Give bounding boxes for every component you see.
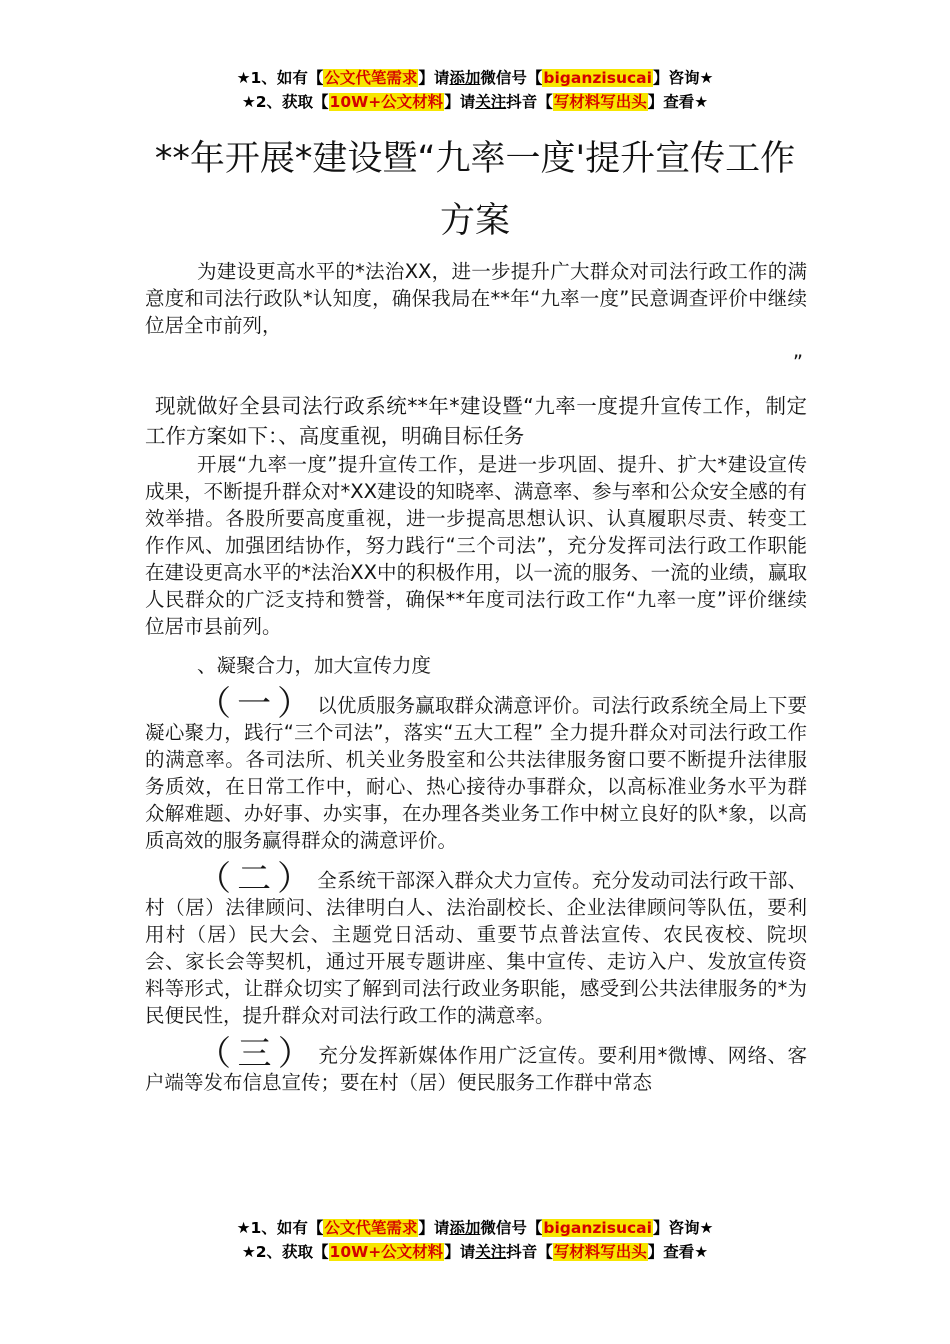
banner-highlight: 公文代笔需求 [324, 69, 418, 87]
banner-text: 】查看★ [647, 1243, 709, 1261]
item-2-marker: （二） [197, 859, 318, 899]
banner-text: 微信号【 [480, 1219, 543, 1237]
bottom-banner [0, 1216, 950, 1264]
item-1-paragraph [145, 684, 807, 854]
top-banner [0, 66, 950, 114]
banner-text: ★1、如有【 [236, 69, 324, 87]
banner-highlight: 公文代笔需求 [324, 1219, 418, 1237]
banner-highlight: 10W+公文材料 [329, 93, 444, 111]
section-two-heading: 、凝聚合力，加大宣传力度 [197, 654, 432, 677]
banner-text: 抖音【 [506, 93, 553, 111]
banner-text: 】请 [444, 93, 476, 111]
banner-underline: 关注 [475, 93, 507, 111]
banner-text: 】咨询★ [652, 1219, 714, 1237]
document-body [145, 258, 807, 1096]
banner-line-2 [0, 90, 950, 114]
banner-text: 微信号【 [480, 69, 543, 87]
item-1-marker: （一） [197, 684, 318, 724]
banner-text: 】请 [418, 69, 450, 87]
document-title [100, 128, 850, 252]
lead-paragraph: 现就做好全县司法行政系统**年*建设暨“九率一度提升宣传工作，制定工作方案如下：、高度重视，明确目标任务 [145, 394, 807, 448]
title-line-2: 方案 [439, 201, 510, 241]
banner-underline: 添加 [449, 69, 481, 87]
banner-highlight: 10W+公文材料 [329, 1243, 444, 1261]
intro-paragraph: 为建设更高水平的*法治XX，进一步提升广大群众对司法行政工作的满意度和司法行政队*认知度，确保我局在**年“九率一度”民意调查评价中继续位居全市前列， [145, 260, 807, 337]
banner-highlight: biganzisucai [543, 69, 652, 87]
section-one-paragraph: 开展“九率一度”提升宣传工作，是进一步巩固、提升、扩大*建设宣传成果，不断提升群众对*XX建设的知晓率、满意率、参与率和公众安全感的有效举措。各股所要高度重视，进一步提高思想认识、认真履职尽责、转变工作作风、加强团结协作，努力践行“三个司法”，充分发挥司法行政工作职能在建设更高水平的*法治XX中的积极作用，以一流的服务、一流的业绩，赢取人民群众的广泛支持和赞誉，确保**年度司法行政工作“九率一度”评价继续位居市县前列。 [145, 453, 807, 638]
banner-text: ★2、获取【 [241, 93, 329, 111]
banner-text: 】请 [418, 1219, 450, 1237]
banner-line-2 [0, 1240, 950, 1264]
banner-highlight: 写材料写出头 [553, 1243, 647, 1261]
item-3-paragraph [145, 1034, 807, 1096]
banner-underline: 添加 [449, 1219, 481, 1237]
banner-text: 】查看★ [647, 93, 709, 111]
banner-highlight: biganzisucai [543, 1219, 652, 1237]
banner-text: ★1、如有【 [236, 1219, 324, 1237]
banner-text: 】请 [444, 1243, 476, 1261]
banner-text: ★2、获取【 [241, 1243, 329, 1261]
banner-line-1 [0, 66, 950, 90]
item-2-text: 全系统干部深入群众犬力宣传。充分发动司法行政干部、村（居）法律顾问、法律明白人、法治副校长、企业法律顾问等队伍，要利用村（居）民大会、主题党日活动、重要节点普法宣传、农民夜校、院坝会、家长会等契机，通过开展专题讲座、集中宣传、走访入户、发放宣传资料等形式，让群众切实了解到司法行政业务职能，感受到公共法律服务的*为民便民性，提升群众对司法行政工作的满意率。 [145, 869, 807, 1027]
banner-highlight: 写材料写出头 [553, 93, 647, 111]
banner-underline: 关注 [475, 1243, 507, 1261]
banner-line-1 [0, 1216, 950, 1240]
item-1-text: 以优质服务赢取群众满意评价。司法行政系统全局上下要凝心聚力，践行“三个司法”，落实“五大工程” 全力提升群众对司法行政工作的满意率。各司法所、机关业务股室和公共法律服务窗口要不断提升法律服务质效，在日常工作中，耐心、热心接待办事群众，以高标准业务水平为群众解难题、办好事、办实事，在办理各类业务工作中树立良好的队*象，以高质高效的服务赢得群众的满意评价。 [145, 694, 807, 852]
banner-text: 】咨询★ [652, 69, 714, 87]
banner-text: 抖音【 [506, 1243, 553, 1261]
item-2-paragraph [145, 859, 807, 1029]
title-line-1: **年开展*建设暨“九率一度'提升宣传工作 [154, 139, 796, 179]
quote-mark: ” [792, 351, 803, 374]
item-3-text: 充分发挥新媒体作用广泛宣传。要利用*微博、网络、客户端等发布信息宣传；要在村（居）便民服务工作群中常态 [145, 1044, 807, 1094]
item-3-marker: （三） [197, 1034, 319, 1074]
